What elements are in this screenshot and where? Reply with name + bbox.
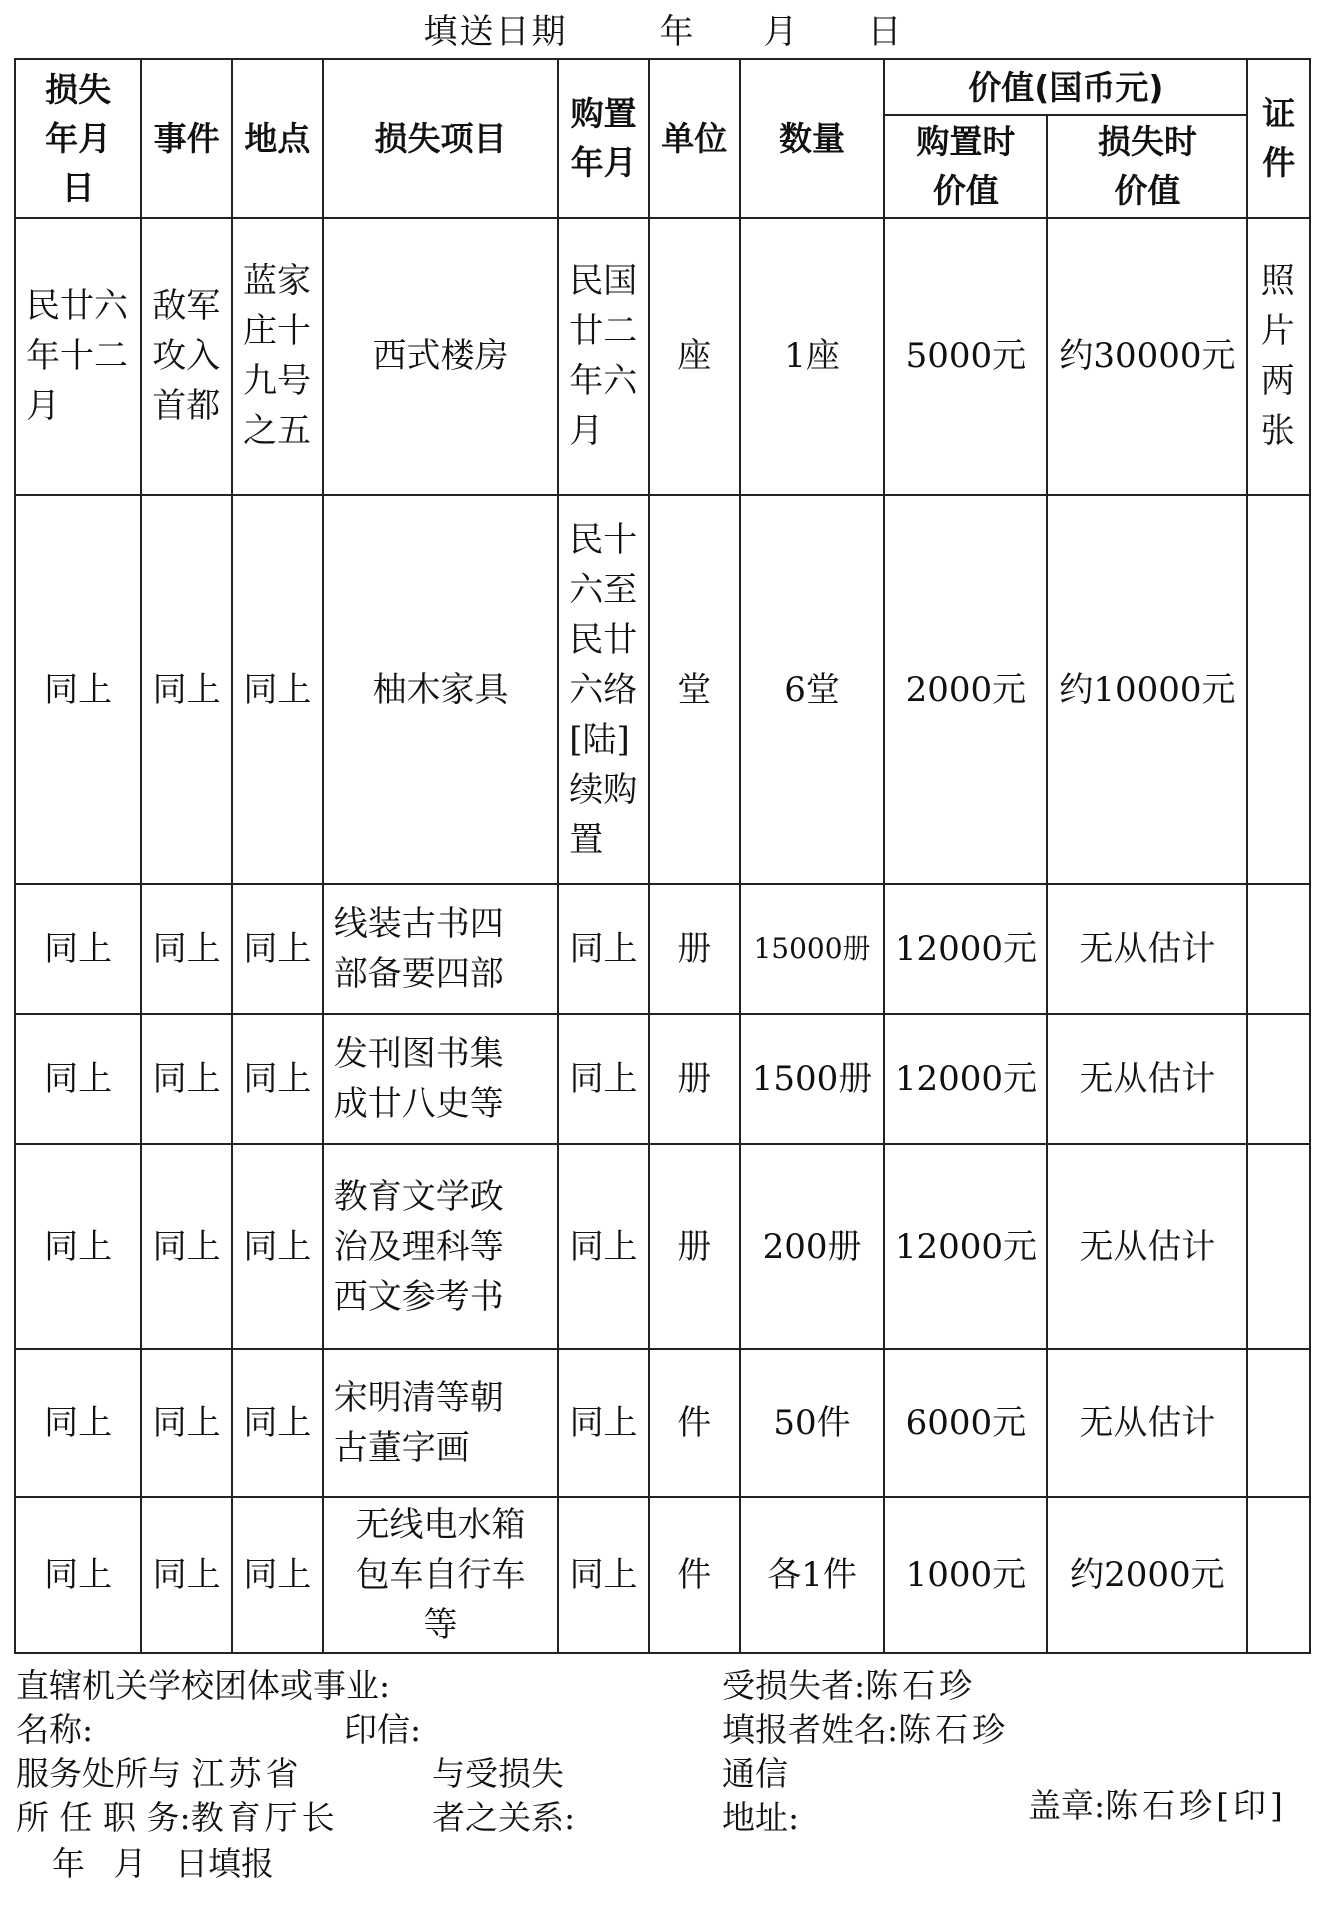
cell-loss-date: 同上 (15, 1144, 141, 1349)
cell-certificate (1247, 884, 1310, 1014)
cell-value-loss: 无从估计 (1047, 884, 1247, 1014)
cell-value-purchase: 12000元 (884, 884, 1047, 1014)
service-value: 江苏省 (191, 1754, 303, 1793)
cell-certificate (1247, 1144, 1310, 1349)
cell-loss-date: 同上 (15, 1014, 141, 1144)
cell-value-loss: 约2000元 (1047, 1497, 1247, 1653)
position-value: 教育厅长 (190, 1798, 339, 1837)
cell-value-purchase: 12000元 (884, 1144, 1047, 1349)
cell-certificate (1247, 1349, 1310, 1497)
cell-value-loss: 无从估计 (1047, 1014, 1247, 1144)
address-label-2: 地址: (722, 1798, 800, 1837)
header-quantity: 数量 (740, 59, 885, 218)
header-unit: 单位 (649, 59, 740, 218)
cell-loss-date: 同上 (15, 884, 141, 1014)
cell-loss-date: 同上 (15, 1497, 141, 1653)
header-value-group: 价值(国币元) (884, 59, 1247, 115)
header-purchase-date: 购置年月 (558, 59, 649, 218)
cell-unit: 座 (649, 218, 740, 495)
reporter-value: 陈石珍 (898, 1710, 1010, 1749)
cell-location: 蓝家庄十九号之五 (232, 218, 323, 495)
cell-certificate (1247, 1497, 1310, 1653)
header-event: 事件 (141, 59, 232, 218)
cell-unit: 册 (649, 1144, 740, 1349)
position-line (16, 1792, 339, 1839)
fill-date-line (0, 4, 1327, 53)
cell-event: 敌军攻入首都 (141, 218, 232, 495)
cell-event: 同上 (141, 1014, 232, 1144)
table-row (15, 218, 1310, 495)
cell-value-purchase: 1000元 (884, 1497, 1047, 1653)
cell-value-purchase: 12000元 (884, 1014, 1047, 1144)
fill-date-day: 日 (867, 12, 904, 52)
position-label: 所 任 职 务: (16, 1798, 191, 1837)
cell-item: 发刊图书集成廿八史等 (323, 1014, 558, 1144)
cell-item: 无线电水箱包车自行车等 (323, 1497, 558, 1653)
cell-quantity: 各1件 (740, 1497, 885, 1653)
cell-unit: 件 (649, 1497, 740, 1653)
cell-purchase-date: 同上 (558, 1014, 649, 1144)
cell-unit: 堂 (649, 495, 740, 884)
cell-item: 线装古书四部备要四部 (323, 884, 558, 1014)
cell-event: 同上 (141, 1349, 232, 1497)
reporter-line (722, 1704, 1009, 1751)
relation-label-1: 与受损失 (432, 1754, 564, 1793)
cell-purchase-date: 民国廿二年六月 (558, 218, 649, 495)
cell-location: 同上 (232, 495, 323, 884)
cell-loss-date: 同上 (15, 495, 141, 884)
cell-location: 同上 (232, 884, 323, 1014)
name-label: 名称: (16, 1710, 94, 1749)
cell-purchase-date: 同上 (558, 1349, 649, 1497)
table-row (15, 1349, 1310, 1497)
cell-quantity: 6堂 (740, 495, 885, 884)
cell-purchase-date: 民十六至民廿六络[陆]续购置 (558, 495, 649, 884)
cell-item: 宋明清等朝古董字画 (323, 1349, 558, 1497)
cell-certificate (1247, 1014, 1310, 1144)
cell-value-purchase: 6000元 (884, 1349, 1047, 1497)
cell-value-purchase: 2000元 (884, 495, 1047, 884)
cell-location: 同上 (232, 1497, 323, 1653)
cell-event: 同上 (141, 1144, 232, 1349)
service-line (16, 1748, 303, 1795)
header-value-at-purchase: 购置时价值 (884, 115, 1047, 217)
cell-unit: 件 (649, 1349, 740, 1497)
table-row (15, 1014, 1310, 1144)
victim-label: 受损失者: (722, 1666, 866, 1705)
cell-location: 同上 (232, 1349, 323, 1497)
stamp-label: 盖章: (1028, 1786, 1106, 1825)
stamp-line (1028, 1780, 1287, 1827)
cell-loss-date: 民廿六年十二月 (15, 218, 141, 495)
cell-quantity: 200册 (740, 1144, 885, 1349)
stamp-value: 陈石珍[印] (1105, 1786, 1287, 1825)
cell-event: 同上 (141, 884, 232, 1014)
header-location: 地点 (232, 59, 323, 218)
cell-purchase-date: 同上 (558, 1144, 649, 1349)
cell-value-loss: 约30000元 (1047, 218, 1247, 495)
table-row (15, 1497, 1310, 1653)
report-date-line: 年 月 日填报 (52, 1844, 274, 1883)
cell-purchase-date: 同上 (558, 1497, 649, 1653)
loss-table (14, 58, 1311, 1654)
cell-location: 同上 (232, 1014, 323, 1144)
victim-value: 陈石珍 (865, 1666, 977, 1705)
org-label: 直辖机关学校团体或事业: (16, 1666, 391, 1705)
cell-location: 同上 (232, 1144, 323, 1349)
cell-value-loss: 无从估计 (1047, 1349, 1247, 1497)
cell-purchase-date: 同上 (558, 884, 649, 1014)
seal-label: 印信: (344, 1710, 422, 1749)
cell-item: 柚木家具 (323, 495, 558, 884)
header-loss-date: 损失年月日 (15, 59, 141, 218)
cell-item: 西式楼房 (323, 218, 558, 495)
table-row (15, 495, 1310, 884)
fill-date-month: 月 (763, 12, 800, 52)
cell-unit: 册 (649, 884, 740, 1014)
address-label-1: 通信 (722, 1754, 788, 1793)
cell-quantity: 50件 (740, 1349, 885, 1497)
header-certificate: 证件 (1247, 59, 1310, 218)
cell-value-loss: 无从估计 (1047, 1144, 1247, 1349)
cell-value-purchase: 5000元 (884, 218, 1047, 495)
cell-quantity: 1座 (740, 218, 885, 495)
cell-certificate (1247, 495, 1310, 884)
victim-line (722, 1660, 976, 1707)
fill-date-year: 年 (659, 12, 696, 52)
cell-unit: 册 (649, 1014, 740, 1144)
table-row (15, 884, 1310, 1014)
cell-event: 同上 (141, 495, 232, 884)
header-item: 损失项目 (323, 59, 558, 218)
cell-quantity: 1500册 (740, 1014, 885, 1144)
relation-label-2: 者之关系: (432, 1798, 576, 1837)
cell-loss-date: 同上 (15, 1349, 141, 1497)
cell-quantity: 15000册 (740, 884, 885, 1014)
header-value-at-loss: 损失时价值 (1047, 115, 1247, 217)
reporter-label: 填报者姓名: (722, 1710, 899, 1749)
table-row (15, 1144, 1310, 1349)
cell-value-loss: 约10000元 (1047, 495, 1247, 884)
cell-item: 教育文学政治及理科等西文参考书 (323, 1144, 558, 1349)
service-label: 服务处所与 (16, 1754, 181, 1793)
fill-date-label: 填送日期 (423, 12, 568, 52)
cell-certificate: 照片两张 (1247, 218, 1310, 495)
cell-event: 同上 (141, 1497, 232, 1653)
